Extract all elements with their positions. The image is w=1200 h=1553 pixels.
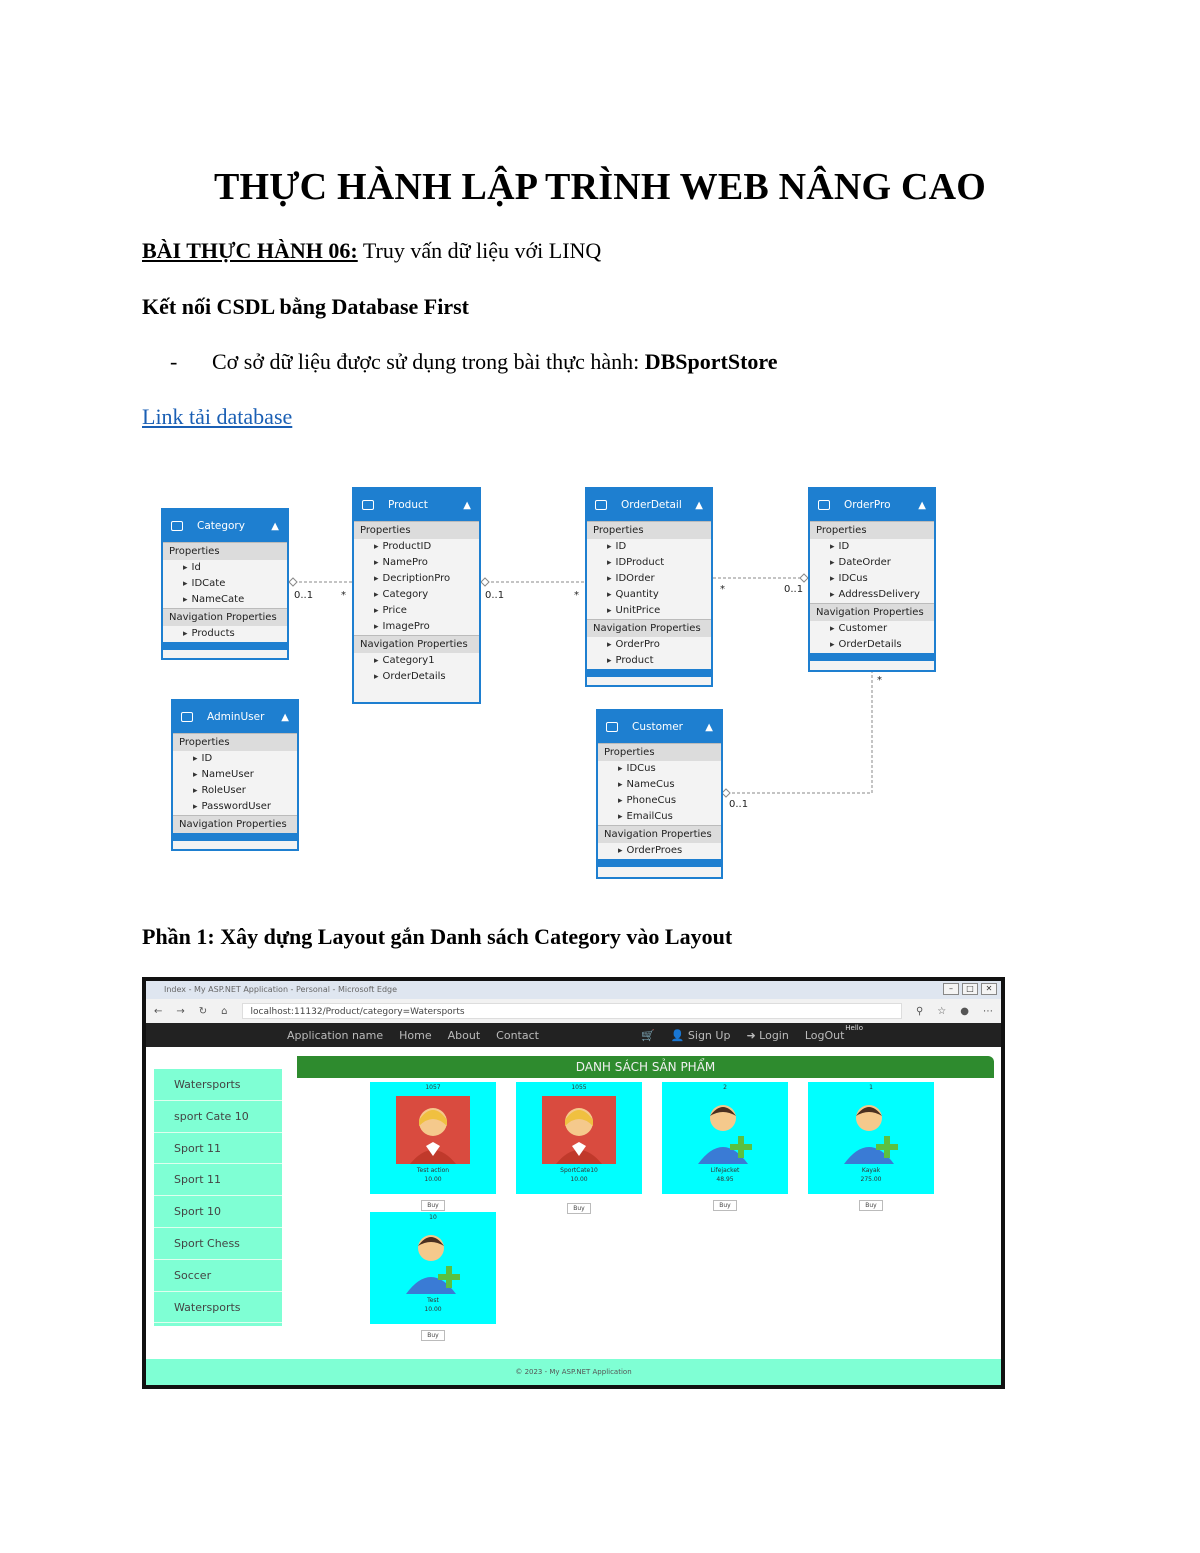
bullet-text: Cơ sở dữ liệu được sử dụng trong bài thực hành: — [212, 349, 645, 374]
nav-logout[interactable]: LogOut — [804, 1028, 845, 1042]
address-bar[interactable]: localhost:11132/Product/category=Watersports — [242, 1003, 902, 1019]
entity-category[interactable] — [161, 508, 289, 660]
properties-section-label: Properties — [163, 542, 287, 560]
category-item[interactable]: Sport 10 — [154, 1196, 282, 1228]
entity-product[interactable] — [352, 487, 481, 704]
multiplicity-label: 0..1 — [294, 590, 314, 601]
product-name: SportCate10 — [560, 1167, 598, 1174]
entity-property: ▸ PasswordUser — [173, 799, 297, 815]
nav-contact[interactable]: Contact — [496, 1028, 539, 1042]
collapse-caret-icon[interactable]: ▲ — [463, 499, 471, 511]
part1-heading: Phần 1: Xây dựng Layout gắn Danh sách Category vào Layout — [142, 924, 733, 949]
multiplicity-label: 0..1 — [729, 799, 749, 810]
navigation-property: ▸ Product — [587, 653, 711, 669]
category-item[interactable]: Sport 11 — [154, 1164, 282, 1196]
cart-icon[interactable]: 🛒 — [641, 1028, 655, 1042]
forward-icon[interactable]: → — [176, 1005, 185, 1017]
entity-property: ▸ IDCus — [810, 571, 934, 587]
more-icon[interactable]: ⋯ — [983, 1005, 993, 1017]
collapse-caret-icon[interactable]: ▲ — [918, 499, 926, 511]
add-user-avatar-icon — [834, 1096, 908, 1164]
navigation-section-label: Navigation Properties — [587, 619, 711, 637]
window-titlebar — [146, 981, 1001, 999]
entity-property: ▸ ID — [173, 751, 297, 767]
buy-button[interactable]: Buy — [421, 1200, 445, 1211]
entity-property: ▸ NamePro — [354, 555, 479, 571]
navigation-section-label: Navigation Properties — [354, 635, 479, 653]
entity-property: ▸ NameCate — [163, 592, 287, 608]
properties-section-label: Properties — [354, 521, 479, 539]
category-item[interactable]: Soccer — [154, 1260, 282, 1292]
properties-section-label: Properties — [587, 521, 711, 539]
entity-name: AdminUser — [207, 711, 265, 723]
entity-name: Product — [388, 499, 428, 511]
entity-property: ▸ IDCus — [598, 761, 721, 777]
entity-property: ▸ PhoneCus — [598, 793, 721, 809]
entity-property: ▸ NameUser — [173, 767, 297, 783]
entity-adminuser[interactable] — [171, 699, 299, 851]
database-download-link[interactable]: Link tải database — [142, 404, 293, 429]
entity-orderpro[interactable] — [808, 487, 936, 672]
navigation-property: ▸ OrderPro — [587, 637, 711, 653]
product-card[interactable] — [516, 1082, 642, 1194]
product-id: 1055 — [571, 1084, 587, 1091]
minimize-icon[interactable]: – — [943, 983, 959, 995]
navigation-property: ▸ Category1 — [354, 653, 479, 669]
multiplicity-label: * — [720, 584, 725, 595]
buy-button[interactable]: Buy — [713, 1200, 737, 1211]
entity-property: ▸ Price — [354, 603, 479, 619]
product-card[interactable] — [662, 1082, 788, 1194]
properties-section-label: Properties — [598, 743, 721, 761]
entity-property: ▸ ProductID — [354, 539, 479, 555]
navigation-section-label: Navigation Properties — [163, 608, 287, 626]
product-price: 10.00 — [424, 1306, 442, 1313]
navigation-section-label: Navigation Properties — [810, 603, 934, 621]
product-id: 1 — [869, 1084, 873, 1091]
category-item[interactable]: Sport 11 — [154, 1133, 282, 1165]
favorite-icon[interactable]: ☆ — [937, 1005, 947, 1017]
product-id: 2 — [723, 1084, 727, 1091]
refresh-icon[interactable]: ↻ — [198, 1005, 208, 1017]
product-price: 10.00 — [424, 1176, 442, 1183]
lesson-text: Truy vấn dữ liệu với LINQ — [357, 238, 602, 263]
product-name: Lifejacket — [710, 1167, 740, 1174]
bullet-db-name: DBSportStore — [644, 349, 778, 374]
product-card[interactable] — [808, 1082, 934, 1194]
buy-button[interactable]: Buy — [421, 1330, 445, 1341]
multiplicity-label: 0..1 — [485, 590, 505, 601]
add-user-avatar-icon — [688, 1096, 762, 1164]
female-avatar-icon — [396, 1096, 470, 1164]
add-user-avatar-icon — [396, 1226, 470, 1294]
entity-property: ▸ IDOrder — [587, 571, 711, 587]
entity-name: Customer — [632, 721, 684, 733]
entity-icon — [595, 500, 607, 510]
entity-property: ▸ Quantity — [587, 587, 711, 603]
entity-icon — [606, 722, 618, 732]
entity-property: ▸ ImagePro — [354, 619, 479, 635]
entity-property: ▸ EmailCus — [598, 809, 721, 825]
entity-name: OrderDetail — [621, 499, 682, 511]
nav-sign-up[interactable]: 👤 Sign Up — [670, 1028, 731, 1042]
category-item[interactable]: Watersports — [154, 1069, 282, 1101]
entity-property: ▸ UnitPrice — [587, 603, 711, 619]
product-card[interactable] — [370, 1212, 496, 1324]
close-icon[interactable]: ✕ — [981, 983, 997, 995]
navigation-property: ▸ OrderDetails — [354, 669, 479, 685]
back-icon[interactable]: ← — [154, 1005, 163, 1017]
entity-property: ▸ Category — [354, 587, 479, 603]
entity-property: ▸ DecriptionPro — [354, 571, 479, 587]
connect-heading: Kết nối CSDL bằng Database First — [142, 294, 469, 319]
entity-property: ▸ ID — [810, 539, 934, 555]
nav-login[interactable]: ➜ Login — [746, 1028, 789, 1042]
browser-screenshot — [142, 977, 1005, 1389]
zoom-icon[interactable]: ⚲ — [915, 1005, 924, 1017]
entity-customer[interactable] — [596, 709, 723, 879]
entity-icon — [818, 500, 830, 510]
multiplicity-label: * — [574, 590, 579, 601]
profile-icon[interactable]: ● — [960, 1005, 969, 1017]
lesson-label: BÀI THỰC HÀNH 06: — [142, 238, 358, 263]
multiplicity-label: * — [877, 675, 882, 686]
entity-property: ▸ IDProduct — [587, 555, 711, 571]
collapse-caret-icon[interactable]: ▲ — [695, 499, 703, 511]
collapse-caret-icon[interactable]: ▲ — [271, 520, 279, 532]
properties-section-label: Properties — [810, 521, 934, 539]
maximize-icon[interactable]: □ — [962, 983, 978, 995]
window-title: Index - My ASP.NET Application - Personal - Microsoft Edge — [164, 985, 398, 994]
entity-icon — [171, 521, 183, 531]
product-price: 275.00 — [860, 1176, 882, 1183]
product-card[interactable] — [370, 1082, 496, 1194]
entity-orderdetail[interactable] — [585, 487, 713, 687]
entity-property: ▸ NameCus — [598, 777, 721, 793]
product-name: Kayak — [861, 1167, 881, 1174]
buy-button[interactable]: Buy — [567, 1203, 591, 1214]
site-navbar — [146, 1023, 1001, 1047]
entity-property: ▸ RoleUser — [173, 783, 297, 799]
multiplicity-label: * — [341, 590, 346, 601]
entity-property: ▸ DateOrder — [810, 555, 934, 571]
product-list-banner: DANH SÁCH SẢN PHẨM — [297, 1056, 994, 1078]
entity-icon — [362, 500, 374, 510]
navigation-property: ▸ OrderDetails — [810, 637, 934, 653]
navigation-section-label: Navigation Properties — [598, 825, 721, 843]
lesson-line — [142, 238, 601, 264]
collapse-caret-icon[interactable]: ▲ — [281, 711, 289, 723]
category-item[interactable]: sport Cate 10 — [154, 1101, 282, 1133]
product-price: 48.95 — [716, 1176, 734, 1183]
product-id: 1057 — [425, 1084, 441, 1091]
navigation-property: ▸ Products — [163, 626, 287, 642]
browser-toolbar — [146, 999, 1001, 1023]
entity-property: ▸ Id — [163, 560, 287, 576]
properties-section-label: Properties — [173, 733, 297, 751]
navigation-property: ▸ OrderProes — [598, 843, 721, 859]
nav-home[interactable]: Home — [399, 1028, 432, 1042]
nav-brand[interactable]: Application name — [287, 1028, 384, 1042]
product-name: Test — [427, 1297, 439, 1304]
female-avatar-icon — [542, 1096, 616, 1164]
category-item[interactable]: Watersports — [154, 1292, 282, 1324]
bullet-dash: - — [170, 349, 178, 374]
user-greeting: Hello — [845, 1024, 863, 1032]
navigation-section-label: Navigation Properties — [173, 815, 297, 833]
product-price: 10.00 — [570, 1176, 588, 1183]
category-item[interactable]: Sport Chess — [154, 1228, 282, 1260]
entity-name: OrderPro — [844, 499, 891, 511]
multiplicity-label: 0..1 — [784, 584, 804, 595]
site-footer: © 2023 - My ASP.NET Application — [146, 1359, 1001, 1385]
buy-button[interactable]: Buy — [859, 1200, 883, 1211]
nav-about[interactable]: About — [447, 1028, 481, 1042]
entity-name: Category — [197, 520, 245, 532]
product-name: Test action — [416, 1167, 450, 1174]
document-title: THỰC HÀNH LẬP TRÌNH WEB NÂNG CAO — [213, 166, 987, 208]
navigation-property: ▸ Customer — [810, 621, 934, 637]
entity-property: ▸ ID — [587, 539, 711, 555]
home-icon[interactable]: ⌂ — [221, 1005, 228, 1017]
entity-property: ▸ IDCate — [163, 576, 287, 592]
entity-icon — [181, 712, 193, 722]
collapse-caret-icon[interactable]: ▲ — [705, 721, 713, 733]
product-id: 10 — [429, 1214, 437, 1221]
entity-property: ▸ AddressDelivery — [810, 587, 934, 603]
category-sidebar — [154, 1069, 282, 1326]
bullet-line — [170, 349, 778, 375]
